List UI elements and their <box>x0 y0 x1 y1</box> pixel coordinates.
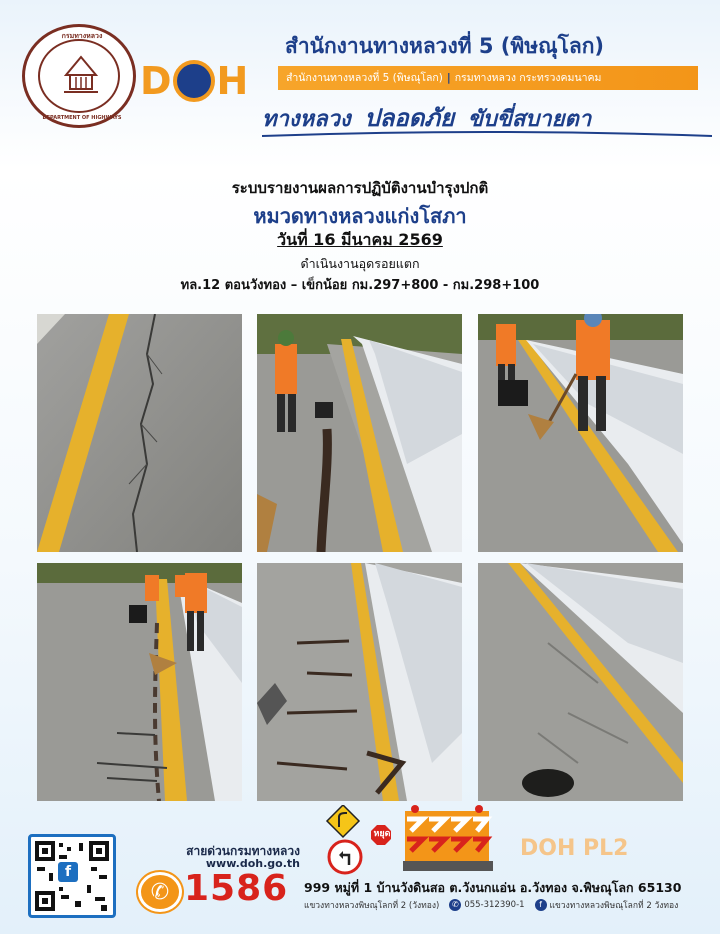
road-signs-graphic <box>325 805 500 875</box>
header <box>0 0 720 150</box>
phone-icon: ✆ <box>138 872 182 912</box>
work-description: ดำเนินงานอุดรอยแตก <box>300 256 420 271</box>
hotline-label: สายด่วนกรมทางหลวง <box>186 844 300 858</box>
brand-doh-pl2: DOH PL2 <box>520 836 629 861</box>
temple-icon <box>62 55 100 95</box>
photo-cracked-road <box>37 314 242 552</box>
slogan-part-1: ทางหลวง <box>262 107 351 132</box>
report-system-title: ระบบรายงานผลการปฏิบัติงานบำรุงปกติ <box>231 179 489 197</box>
doh-globe-icon <box>173 60 215 102</box>
photo-crew-sealing <box>37 563 242 801</box>
office-address: 999 หมู่ที่ 1 บ้านวังดินสอ ต.วังนกแอ่น อ.วังทอง จ.พิษณุโลก 65130 <box>304 880 682 895</box>
facebook-icon: f <box>58 862 78 882</box>
hotline-url[interactable]: www.doh.go.th <box>205 857 300 870</box>
photo-sealed-cracks <box>257 563 462 801</box>
office-phone[interactable]: 055-312390-1 <box>464 900 525 910</box>
doh-seal-logo <box>22 24 136 128</box>
office-name: แขวงทางหลวงพิษณุโลกที่ 2 (วังทอง) <box>304 901 440 911</box>
phone-icon: ✆ <box>449 899 461 911</box>
no-left-turn-sign-icon <box>329 841 361 873</box>
facebook-icon: f <box>535 899 547 911</box>
office-subtitle-bar <box>278 66 698 90</box>
photo-pouring-sealant <box>257 314 462 552</box>
photo-finished-road <box>478 563 683 801</box>
doh-logo: D H <box>140 59 248 103</box>
slogan-underline <box>262 130 712 140</box>
hotline-number[interactable]: 1586 <box>184 868 289 909</box>
seal-text-bottom: DEPARTMENT OF HIGHWAYS <box>42 115 122 121</box>
seal-text-top: กรมทางหลวง <box>61 32 103 40</box>
office-title: สำนักงานทางหลวงที่ 5 (พิษณุโลก) <box>285 34 605 58</box>
contact-row <box>304 898 678 912</box>
unit-name: หมวดทางหลวงแก่งโสภา <box>253 204 467 228</box>
subtitle-separator: | <box>446 72 451 84</box>
slogan-part-3: ขับขี่สบายตา <box>467 107 592 132</box>
subtitle-left: สำนักงานทางหลวงที่ 5 (พิษณุโลก) <box>286 72 443 84</box>
road-section: ทล.12 ตอนวังทอง – เข็กน้อย กม.297+800 - กม.298+100 <box>180 278 540 293</box>
stop-sign-text: หยุด <box>373 829 391 839</box>
photo-sweeping-crack <box>478 314 683 552</box>
curve-warning-sign-icon <box>327 805 359 837</box>
qr-code[interactable] <box>28 834 116 918</box>
facebook-page[interactable]: แขวงทางหลวงพิษณุโลกที่ 2 วังทอง <box>549 901 679 911</box>
seal-emblem <box>38 39 120 113</box>
slogan-part-2: ปลอดภัย <box>364 104 455 132</box>
report-title-block <box>0 176 720 294</box>
report-date: วันที่ 16 มีนาคม 2569 <box>277 230 443 249</box>
subtitle-right: กรมทางหลวง กระทรวงคมนาคม <box>454 72 602 84</box>
